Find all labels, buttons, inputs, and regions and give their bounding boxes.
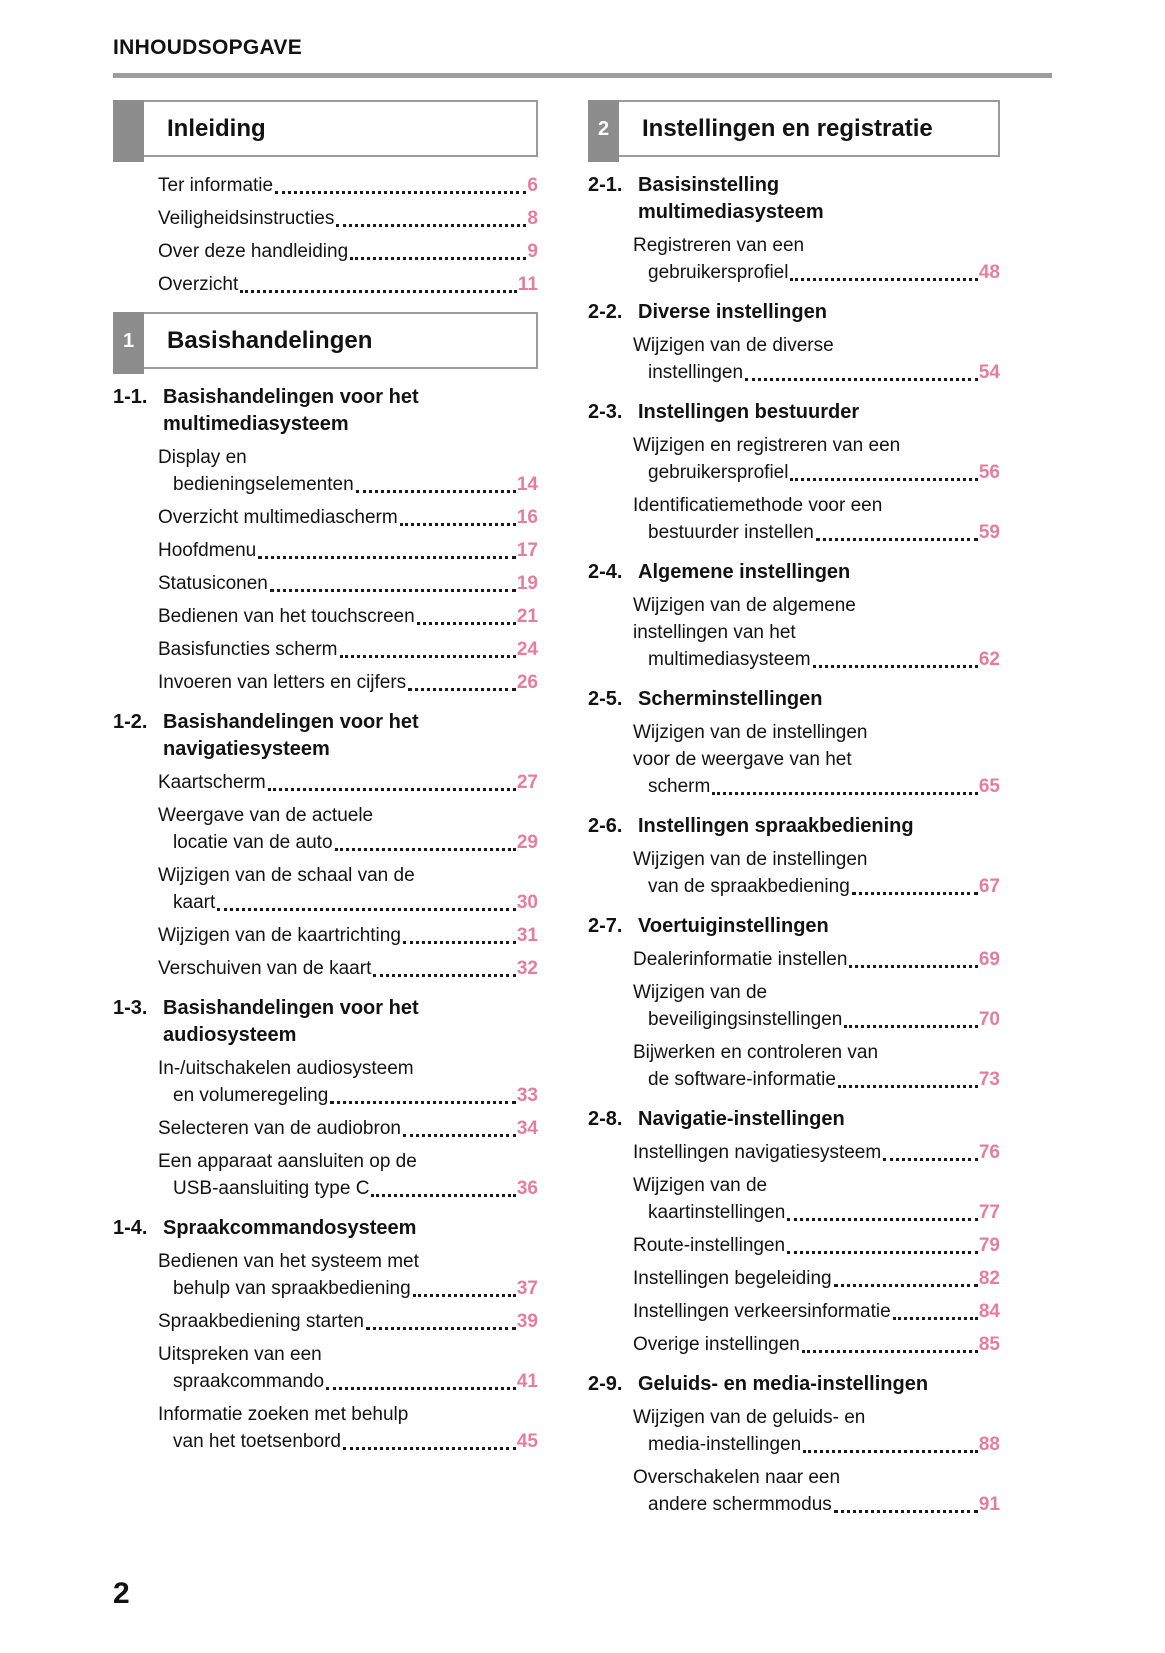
toc-entry-line: [113, 271, 538, 298]
toc-entry-text: scherm: [648, 776, 711, 797]
toc-entry: [588, 492, 1000, 546]
dot-leader: [745, 378, 978, 381]
toc-entry: [113, 802, 538, 856]
dot-leader: [844, 1025, 978, 1028]
toc-entry-line: [113, 636, 538, 663]
dot-leader: [343, 1447, 516, 1450]
toc-entry-line: [588, 646, 1000, 673]
dot-leader: [413, 1294, 516, 1297]
dot-leader: [268, 788, 516, 791]
toc-entry-line: [113, 769, 538, 796]
toc-entry: [588, 946, 1000, 973]
toc-entry-text: Overschakelen naar een: [633, 1467, 841, 1488]
toc-entry-text: Wijzigen van de instellingen: [633, 722, 868, 743]
toc-entry: [113, 1308, 538, 1335]
dot-leader: [400, 523, 516, 526]
section-header-basishandelingen: [113, 312, 538, 369]
toc-entry-text: Basisfuncties scherm: [158, 639, 338, 660]
toc-entry-line: [588, 1199, 1000, 1226]
toc-entry-text: Veiligheidsinstructies: [158, 208, 335, 229]
subsection-number: 2-2.: [588, 301, 623, 323]
subsection-title: Instellingen spraakbediening: [638, 815, 914, 837]
toc-subsection-1-4: [113, 1215, 538, 1242]
page-ref: 8: [527, 208, 538, 229]
page-title: INHOUDSOPGAVE: [113, 36, 303, 59]
toc-entry: [588, 1172, 1000, 1226]
dot-leader: [403, 1134, 516, 1137]
toc-entry-text: andere schermmodus: [648, 1494, 832, 1515]
toc-entry: [113, 172, 538, 199]
toc-entry-text: Overzicht: [158, 274, 239, 295]
dot-leader: [240, 290, 517, 293]
toc-entry-text: Identificatiemethode voor een: [633, 495, 883, 516]
page-ref: 32: [516, 958, 538, 979]
dot-leader: [335, 848, 516, 851]
toc-entry-text: Selecteren van de audiobron: [158, 1118, 401, 1139]
toc-entry-text: Instellingen navigatiesysteem: [633, 1142, 882, 1163]
toc-entry-text: Bedienen van het touchscreen: [158, 606, 415, 627]
toc-entry: [588, 846, 1000, 900]
toc-entry: [588, 1404, 1000, 1458]
dot-leader: [803, 1450, 978, 1453]
toc-entry-line: [588, 1491, 1000, 1518]
toc-entry: [113, 1055, 538, 1109]
toc-entry-text: Hoofdmenu: [158, 540, 257, 561]
page-ref: 59: [978, 522, 1000, 543]
section-title: Basishandelingen: [167, 326, 373, 354]
page-ref: 37: [516, 1278, 538, 1299]
page-ref: 54: [978, 362, 1000, 383]
toc-entry-text: Overzicht multimediascherm: [158, 507, 398, 528]
toc-subsection-2-2: [588, 299, 1000, 326]
subsection-title: Spraakcommandosysteem: [163, 1217, 417, 1239]
subsection-number: 2-3.: [588, 401, 623, 423]
page-ref: 29: [516, 832, 538, 853]
subsection-title: Diverse instellingen: [638, 301, 827, 323]
toc-entry-text: locatie van de auto: [173, 832, 333, 853]
toc-entry-text: Verschuiven van de kaart: [158, 958, 372, 979]
dot-leader: [270, 589, 516, 592]
toc-entry-line: [113, 955, 538, 982]
toc-entry-line: [113, 889, 538, 916]
toc-entry-line: [113, 1082, 538, 1109]
subsection-title: Basisinstelling multimediasysteem: [638, 174, 824, 223]
dot-leader: [373, 974, 516, 977]
subsection-number: 1-2.: [113, 711, 148, 733]
page-ref: 76: [978, 1142, 1000, 1163]
subsection-number: 2-8.: [588, 1108, 623, 1130]
subsection-title: Voertuiginstellingen: [638, 915, 829, 937]
page-ref: 85: [978, 1334, 1000, 1355]
toc-entry: [113, 862, 538, 916]
toc-entry-line: [113, 205, 538, 232]
toc-entry-text: Wijzigen van de diverse: [633, 335, 834, 356]
toc-entry-text: Statusiconen: [158, 573, 268, 594]
toc-entry-line: [113, 603, 538, 630]
dot-leader: [816, 538, 978, 541]
toc-subsection-2-9: [588, 1371, 1000, 1398]
toc-subsection-2-3: [588, 399, 1000, 426]
page-number: 2: [113, 1577, 130, 1610]
page-ref: 31: [516, 925, 538, 946]
toc-entry: [588, 1232, 1000, 1259]
toc-entry: [588, 1331, 1000, 1358]
toc-entry-line: [113, 537, 538, 564]
toc-entry: [113, 271, 538, 298]
toc-entry-line: [113, 1308, 538, 1335]
toc-entry-text: Wijzigen en registreren van een: [633, 435, 901, 456]
page-ref: 65: [978, 776, 1000, 797]
dot-leader: [350, 257, 526, 260]
toc-entry: [588, 592, 1000, 673]
toc-entry-text: Over deze handleiding: [158, 241, 349, 262]
toc-entry-line: [113, 1428, 538, 1455]
toc-entry: [113, 205, 538, 232]
section-title: Instellingen en registratie: [642, 114, 933, 142]
toc-entry-line: [588, 1139, 1000, 1166]
toc-entry-line: [588, 1298, 1000, 1325]
toc-entry-text: spraakcommando: [173, 1371, 325, 1392]
page-ref: 17: [516, 540, 538, 561]
dot-leader: [371, 1194, 515, 1197]
dot-leader: [366, 1327, 516, 1330]
page-ref: 24: [516, 639, 538, 660]
toc-entry-line: [588, 519, 1000, 546]
toc-entry-line: [113, 238, 538, 265]
page-ref: 70: [978, 1009, 1000, 1030]
page-ref: 69: [978, 949, 1000, 970]
toc-entry-text: instellingen: [648, 362, 744, 383]
toc-entry-text: Wijzigen van de geluids- en: [633, 1407, 866, 1428]
toc-entry: [113, 1341, 538, 1395]
subsection-number: 1-3.: [113, 997, 148, 1019]
toc-entry: [588, 1265, 1000, 1292]
toc-subsection-2-6: [588, 813, 1000, 840]
dot-leader: [340, 655, 516, 658]
subsection-number: 2-4.: [588, 561, 623, 583]
toc-entry-line: [113, 1368, 538, 1395]
subsection-title: Algemene instellingen: [638, 561, 851, 583]
toc-entry-text: gebruikersprofiel: [648, 262, 789, 283]
toc-entry-text: behulp van spraakbediening: [173, 1278, 411, 1299]
subsection-number: 2-5.: [588, 688, 623, 710]
page-ref: 91: [978, 1494, 1000, 1515]
subsection-title: Instellingen bestuurder: [638, 401, 860, 423]
section-number-tab: 1: [113, 312, 144, 374]
toc-entry: [113, 922, 538, 949]
toc-entry-text: Route-instellingen: [633, 1235, 786, 1256]
subsection-title: Basishandelingen voor het multimediasysteem: [163, 386, 419, 435]
page-ref: 30: [516, 892, 538, 913]
toc-entry-text: USB-aansluiting type C: [173, 1178, 370, 1199]
toc-entry: [113, 636, 538, 663]
toc-entry-text: Overige instellingen: [633, 1334, 800, 1355]
toc-columns: [113, 86, 1052, 1524]
page-ref: 41: [516, 1371, 538, 1392]
toc-entry: [113, 1148, 538, 1202]
page-ref: 26: [516, 672, 538, 693]
toc-entry-line: [588, 259, 1000, 286]
page-ref: 62: [978, 649, 1000, 670]
page-ref: 67: [978, 876, 1000, 897]
dot-leader: [802, 1350, 978, 1353]
page-ref: 6: [527, 175, 538, 196]
page-ref: 88: [978, 1434, 1000, 1455]
toc-entry-line: [588, 459, 1000, 486]
toc-entry-line: [113, 669, 538, 696]
page-ref: 36: [516, 1178, 538, 1199]
toc-entry-line: [588, 1232, 1000, 1259]
toc-entry-text: Instellingen verkeersinformatie: [633, 1301, 891, 1322]
toc-entry: [113, 1115, 538, 1142]
page-ref: 82: [978, 1268, 1000, 1289]
page-ref: 73: [978, 1069, 1000, 1090]
toc-entry-text: Een apparaat aansluiten op de: [158, 1151, 417, 1172]
toc-entry-line: [588, 1006, 1000, 1033]
subsection-title: Basishandelingen voor het audiosysteem: [163, 997, 419, 1046]
toc-entry-text: instellingen van het: [633, 622, 796, 643]
toc-entry-text: Bedienen van het systeem met: [158, 1251, 419, 1272]
subsection-number: 2-9.: [588, 1373, 623, 1395]
toc-entry-line: [588, 1331, 1000, 1358]
dot-leader: [787, 1251, 978, 1254]
toc-entry: [113, 769, 538, 796]
toc-entry-text: van de spraakbediening: [648, 876, 850, 897]
toc-entry-line: [588, 1431, 1000, 1458]
toc-entry-line: [113, 172, 538, 199]
toc-entry: [113, 1401, 538, 1455]
dot-leader: [258, 556, 516, 559]
toc-entry: [113, 444, 538, 498]
subsection-title: Basishandelingen voor het navigatiesysteem: [163, 711, 419, 760]
toc-entry-text: Wijzigen van de instellingen: [633, 849, 868, 870]
toc-entry: [588, 332, 1000, 386]
toc-entry-text: Display en: [158, 447, 247, 468]
dot-leader: [330, 1101, 516, 1104]
subsection-number: 2-1.: [588, 174, 623, 196]
toc-entry-text: en volumeregeling: [173, 1085, 329, 1106]
toc-entry-text: In-/uitschakelen audiosysteem: [158, 1058, 414, 1079]
toc-entry-text: Wijzigen van de: [633, 1175, 768, 1196]
toc-entry-line: [588, 773, 1000, 800]
toc-entry-line: [113, 1175, 538, 1202]
toc-subsection-2-7: [588, 913, 1000, 940]
subsection-number: 1-1.: [113, 386, 148, 408]
toc-entry-text: kaartinstellingen: [648, 1202, 786, 1223]
toc-subsection-1-3: [113, 995, 538, 1049]
page-ref: 14: [516, 474, 538, 495]
dot-leader: [787, 1218, 978, 1221]
dot-leader: [417, 622, 516, 625]
dot-leader: [275, 191, 526, 194]
toc-entry-text: Wijzigen van de schaal van de: [158, 865, 415, 886]
toc-entry-text: Spraakbediening starten: [158, 1311, 364, 1332]
dot-leader: [883, 1158, 978, 1161]
page-ref: 39: [516, 1311, 538, 1332]
toc-entry-line: [113, 1275, 538, 1302]
toc-subsection-2-8: [588, 1106, 1000, 1133]
toc-entry-text: Registreren van een: [633, 235, 805, 256]
page-ref: 77: [978, 1202, 1000, 1223]
toc-entry-text: Uitspreken van een: [158, 1344, 322, 1365]
toc-entry-text: bestuurder instellen: [648, 522, 814, 543]
toc-column-right: [588, 86, 1000, 1524]
dot-leader: [403, 941, 516, 944]
page-ref: 11: [517, 274, 538, 295]
subsection-number: 2-7.: [588, 915, 623, 937]
toc-entry-text: van het toetsenbord: [173, 1431, 341, 1452]
toc-entry-text: Dealerinformatie instellen: [633, 949, 848, 970]
toc-entry-line: [588, 946, 1000, 973]
header-divider: [113, 73, 1052, 78]
dot-leader: [834, 1284, 978, 1287]
toc-entry-text: Wijzigen van de kaartrichting: [158, 925, 401, 946]
toc-entry-text: Informatie zoeken met behulp: [158, 1404, 409, 1425]
toc-subsection-2-5: [588, 686, 1000, 713]
page-ref: 33: [516, 1085, 538, 1106]
dot-leader: [849, 965, 977, 968]
toc-subsection-1-2: [113, 709, 538, 763]
section-number-tab: [113, 100, 144, 162]
section-number-tab: 2: [588, 100, 619, 162]
toc-entry: [113, 955, 538, 982]
section-header-inleiding: [113, 100, 538, 157]
toc-entry-line: [113, 570, 538, 597]
dot-leader: [408, 688, 516, 691]
toc-column-left: [113, 86, 538, 1461]
toc-entry: [113, 504, 538, 531]
dot-leader: [893, 1317, 978, 1320]
toc-entry-text: de software-informatie: [648, 1069, 836, 1090]
dot-leader: [852, 892, 978, 895]
page-ref: 21: [516, 606, 538, 627]
toc-entry-text: Invoeren van letters en cijfers: [158, 672, 407, 693]
toc-entry-line: [113, 504, 538, 531]
toc-subsection-2-1: [588, 172, 1000, 226]
toc-entry-text: kaart: [173, 892, 216, 913]
toc-entry: [588, 432, 1000, 486]
subsection-title: Scherminstellingen: [638, 688, 823, 710]
dot-leader: [356, 490, 516, 493]
dot-leader: [790, 478, 977, 481]
page-ref: 84: [978, 1301, 1000, 1322]
toc-entry-text: Kaartscherm: [158, 772, 266, 793]
toc-entry: [588, 1039, 1000, 1093]
toc-entry: [113, 1248, 538, 1302]
dot-leader: [834, 1510, 978, 1513]
toc-entry-text: media-instellingen: [648, 1434, 802, 1455]
toc-entry-text: gebruikersprofiel: [648, 462, 789, 483]
toc-entry-text: Instellingen begeleiding: [633, 1268, 832, 1289]
toc-entry: [588, 1464, 1000, 1518]
toc-entry-line: [588, 873, 1000, 900]
section-header-instellingen-en-registratie: [588, 100, 1000, 157]
toc-entry: [113, 537, 538, 564]
toc-entry-line: [113, 829, 538, 856]
toc-entry: [588, 979, 1000, 1033]
subsection-title: Navigatie-instellingen: [638, 1108, 845, 1130]
dot-leader: [838, 1085, 978, 1088]
dot-leader: [790, 278, 977, 281]
dot-leader: [217, 908, 516, 911]
page-ref: 48: [978, 262, 1000, 283]
toc-entry-text: Weergave van de actuele: [158, 805, 374, 826]
subsection-title: Geluids- en media-instellingen: [638, 1373, 929, 1395]
toc-entry-line: [113, 922, 538, 949]
section-title: Inleiding: [167, 114, 266, 142]
page-ref: 27: [516, 772, 538, 793]
toc-entry-text: multimediasysteem: [648, 649, 811, 670]
page-ref: 56: [978, 462, 1000, 483]
toc-entry: [588, 1298, 1000, 1325]
toc-entry-text: voor de weergave van het: [633, 749, 852, 770]
page-ref: 79: [978, 1235, 1000, 1256]
page-ref: 34: [516, 1118, 538, 1139]
toc-entry-line: [113, 471, 538, 498]
dot-leader: [813, 665, 978, 668]
subsection-number: 1-4.: [113, 1217, 148, 1239]
page-ref: 19: [516, 573, 538, 594]
toc-subsection-1-1: [113, 384, 538, 438]
dot-leader: [326, 1387, 516, 1390]
page-ref: 45: [516, 1431, 538, 1452]
toc-entry-text: bedieningselementen: [173, 474, 354, 495]
toc-subsection-2-4: [588, 559, 1000, 586]
toc-entry: [113, 570, 538, 597]
toc-entry-line: [113, 1115, 538, 1142]
toc-entry: [113, 669, 538, 696]
dot-leader: [712, 792, 978, 795]
toc-entry-text: Wijzigen van de: [633, 982, 768, 1003]
toc-entry-line: [588, 1265, 1000, 1292]
toc-entry-line: [588, 359, 1000, 386]
toc-entry: [588, 232, 1000, 286]
subsection-number: 2-6.: [588, 815, 623, 837]
page-ref: 9: [527, 241, 538, 262]
toc-entry-text: Ter informatie: [158, 175, 274, 196]
toc-entry: [588, 719, 1000, 800]
dot-leader: [336, 224, 526, 227]
toc-entry-text: Bijwerken en controleren van: [633, 1042, 879, 1063]
page-ref: 16: [516, 507, 538, 528]
toc-entry: [588, 1139, 1000, 1166]
toc-entry-text: beveiligingsinstellingen: [648, 1009, 843, 1030]
toc-entry-text: Wijzigen van de algemene: [633, 595, 856, 616]
toc-entry: [113, 603, 538, 630]
toc-entry-line: [588, 1066, 1000, 1093]
toc-entry: [113, 238, 538, 265]
